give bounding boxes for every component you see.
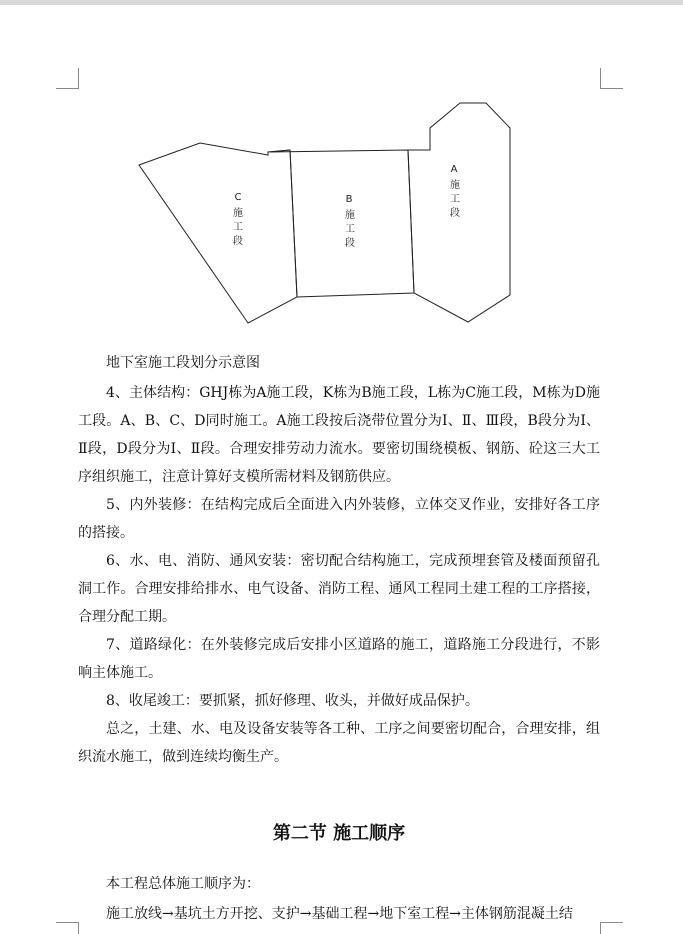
section-c-outline	[139, 143, 297, 323]
paragraph-installation: 6、水、电、消防、通风安装：密切配合结构施工，完成预埋套管及楼面预留孔洞工作。合理安排给排水、电气设备、消防工程、通风工程同土建工程的工序搭接，合理分配工期。	[78, 553, 600, 625]
crop-mark-bottom-left	[56, 922, 79, 934]
section-a-letter: A	[450, 164, 458, 175]
section-c-letter: C	[234, 192, 242, 203]
section-c-label-1: 施	[233, 208, 243, 219]
crop-mark-top-left	[56, 68, 79, 89]
page-top-edge	[0, 0, 683, 5]
section-c-label-3: 段	[233, 236, 243, 247]
sequence-text: 施工放线→基坑土方开挖、支护→基础工程→地下室工程→主体钢筋混凝土结	[106, 906, 573, 922]
section-a-label-3: 段	[450, 208, 460, 219]
section-b-label-2: 工	[345, 224, 355, 235]
paragraph-summary: 总之，土建、水、电及设备安装等各工种、工序之间要密切配合，合理安排，组织流水施工，做到连续均衡生产。	[78, 721, 600, 765]
caption-text: 地下室施工段划分示意图	[106, 355, 260, 371]
body-paragraphs	[78, 379, 600, 771]
basement-section-diagram	[130, 100, 530, 330]
section-b-label-1: 施	[345, 210, 355, 221]
section-heading: 第二节 施工顺序	[272, 823, 406, 844]
section-b-label-3: 段	[345, 238, 355, 249]
diagram-caption	[78, 349, 628, 377]
paragraph-road-greening: 7、道路绿化：在外装修完成后安排小区道路的施工，道路施工分段进行，不影响主体施工。	[78, 637, 600, 681]
sequence-block	[78, 870, 600, 928]
paragraph-main-structure: 4、主体结构：GHJ栋为A施工段，K栋为B施工段，L栋为C施工段，M栋为D施工段。A、B、C、D同时施工。A施工段按后浇带位置分为Ⅰ、Ⅱ、Ⅲ段，B段分为Ⅰ、Ⅱ段，D段分为Ⅰ、Ⅱ段。合理安排劳动力流水。要密切围绕模板、钢筋、砼这三大工序组织施工，注意计算好支模所需材料及钢筋供应。	[78, 385, 600, 485]
section-b-letter: B	[345, 194, 353, 205]
section-a-label-2: 工	[450, 194, 460, 205]
sequence-intro: 本工程总体施工顺序为：	[106, 876, 260, 892]
paragraph-completion: 8、收尾竣工：要抓紧，抓好修理、收头，并做好成品保护。	[106, 693, 479, 709]
crop-mark-bottom-right	[600, 922, 623, 934]
section-a-label-1: 施	[450, 180, 460, 191]
section-c-label-2: 工	[233, 222, 243, 233]
section-b-outline	[270, 150, 414, 297]
paragraph-decoration: 5、内外装修：在结构完成后全面进入内外装修，立体交叉作业，安排好各工序的搭接。	[78, 497, 600, 541]
crop-mark-top-right	[600, 68, 623, 89]
